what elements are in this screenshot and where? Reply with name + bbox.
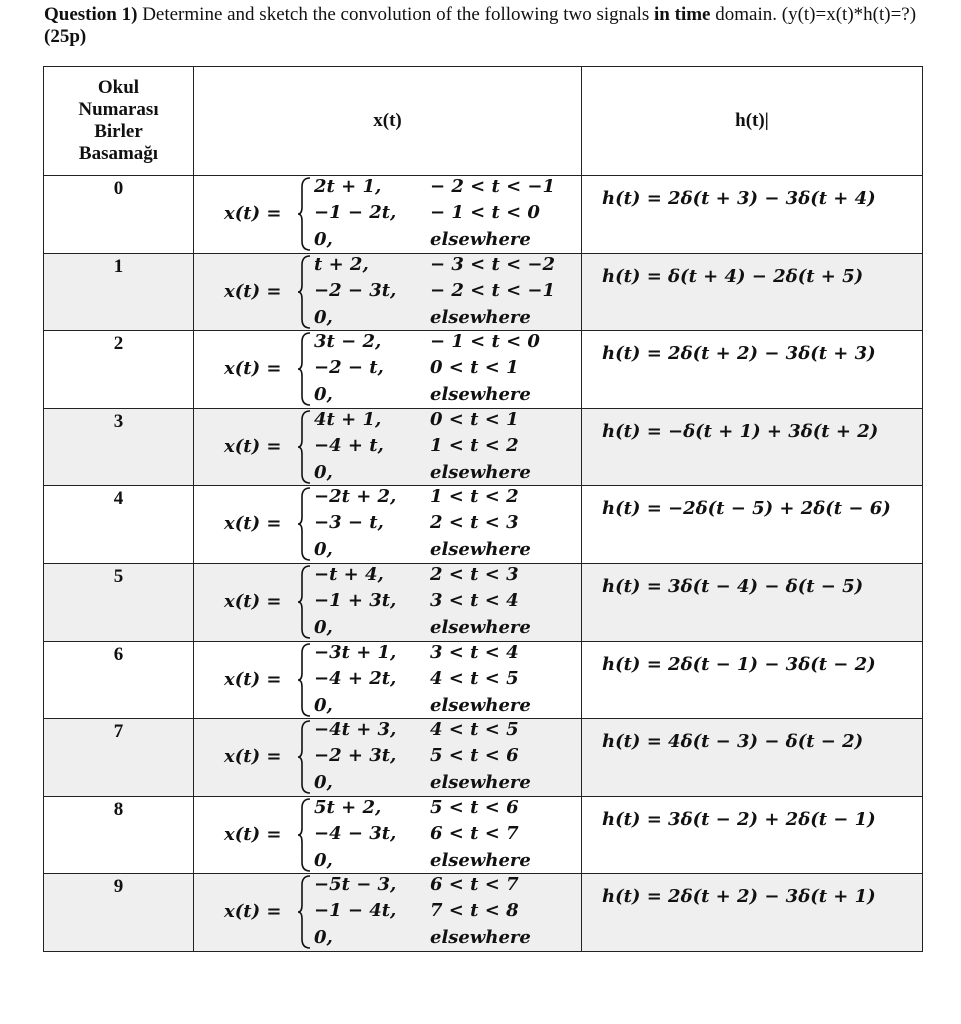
case-range: elsewhere [430, 694, 531, 716]
case-expression: −3 − t, [314, 512, 384, 534]
case-range: 1 < t < 2 [430, 486, 519, 508]
x-lhs: x(t) = [224, 823, 282, 845]
case-range: − 2 < t < −1 [430, 279, 556, 301]
case-range: 1 < t < 2 [430, 434, 519, 456]
case-expression: −1 + 3t, [314, 589, 397, 611]
left-brace [297, 487, 311, 561]
x-lhs: x(t) = [224, 590, 282, 612]
case-range: 4 < t < 5 [430, 719, 519, 741]
left-brace [297, 177, 311, 251]
left-brace [297, 332, 311, 406]
case-expression: 0, [314, 772, 333, 794]
case-range: elsewhere [430, 461, 531, 483]
case-expression: −2 + 3t, [314, 745, 397, 767]
x-lhs: x(t) = [224, 203, 282, 224]
row-digit: 4 [44, 486, 194, 564]
left-brace [297, 875, 311, 949]
h-definition: h(t) = 3δ(t − 2) + 2δ(t − 1) [582, 796, 923, 874]
header-h: h(t)| [582, 67, 923, 176]
table-row [44, 176, 923, 254]
x-definition [194, 563, 582, 641]
table-row [44, 408, 923, 486]
left-brace [297, 720, 311, 794]
row-digit: 5 [44, 563, 194, 641]
x-definition [194, 641, 582, 719]
header-digit-line: Birler [94, 121, 143, 142]
case-expression: −4 + 2t, [314, 667, 397, 689]
header-digit [44, 67, 194, 176]
case-range: 3 < t < 4 [430, 641, 519, 663]
question-label: Question 1) [44, 4, 138, 25]
case-expression: t + 2, [314, 253, 369, 275]
case-range: 5 < t < 6 [430, 745, 519, 767]
case-expression: −4 + t, [314, 434, 384, 456]
case-expression: 0, [314, 306, 333, 328]
x-definition [194, 408, 582, 486]
case-expression: 4t + 1, [314, 408, 382, 430]
case-range: elsewhere [430, 306, 531, 328]
h-definition: h(t) = 3δ(t − 4) − δ(t − 5) [582, 563, 923, 641]
h-definition: h(t) = −δ(t + 1) + 3δ(t + 2) [582, 408, 923, 486]
row-digit: 3 [44, 408, 194, 486]
case-range: 6 < t < 7 [430, 822, 519, 844]
case-expression: 0, [314, 849, 333, 871]
h-definition: h(t) = −2δ(t − 5) + 2δ(t − 6) [582, 486, 923, 564]
question-bold-phrase: in time [654, 4, 711, 25]
case-expression: −4t + 3, [314, 719, 397, 741]
case-range: elsewhere [430, 229, 531, 250]
question-body-a: Determine and sketch the convolution of the following two signals [137, 4, 655, 25]
table-header-row [44, 67, 923, 176]
signals-table [43, 66, 923, 952]
header-digit-line: Basamağı [78, 143, 159, 164]
case-range: 0 < t < 1 [430, 408, 519, 430]
case-expression: 0, [314, 461, 333, 483]
case-expression: 0, [314, 694, 333, 716]
case-expression: −1 − 4t, [314, 900, 397, 922]
row-digit: 8 [44, 796, 194, 874]
header-x: x(t) [194, 67, 582, 176]
case-range: elsewhere [430, 772, 531, 794]
case-range: elsewhere [430, 539, 531, 561]
x-lhs: x(t) = [224, 668, 282, 690]
x-definition [194, 176, 582, 254]
h-definition: h(t) = δ(t + 4) − 2δ(t + 5) [582, 253, 923, 331]
case-range: elsewhere [430, 927, 531, 949]
case-range: elsewhere [430, 616, 531, 638]
table-row [44, 641, 923, 719]
x-lhs: x(t) = [224, 746, 282, 768]
case-expression: −2 − t, [314, 357, 384, 379]
h-definition: h(t) = 2δ(t + 3) − 3δ(t + 4) [582, 176, 923, 254]
case-range: − 3 < t < −2 [430, 253, 556, 275]
table-row [44, 719, 923, 797]
x-lhs: x(t) = [224, 280, 282, 302]
table-row [44, 563, 923, 641]
case-range: elsewhere [430, 384, 531, 406]
case-range: 5 < t < 6 [430, 796, 519, 818]
question-body-b: domain. (y(t)=x(t)*h(t)=?) [710, 4, 917, 25]
case-expression: −2t + 2, [314, 486, 397, 508]
x-lhs: x(t) = [224, 358, 282, 380]
left-brace [297, 255, 311, 329]
x-definition [194, 796, 582, 874]
x-definition [194, 253, 582, 331]
case-range: elsewhere [430, 849, 531, 871]
left-brace [297, 565, 311, 639]
x-definition [194, 331, 582, 409]
case-range: − 1 < t < 0 [430, 331, 540, 353]
x-definition [194, 719, 582, 797]
case-expression: −4 − 3t, [314, 822, 397, 844]
header-digit-line: Okul [97, 77, 140, 98]
x-lhs: x(t) = [224, 513, 282, 535]
case-expression: −5t − 3, [314, 874, 397, 896]
x-definition [194, 486, 582, 564]
row-digit: 6 [44, 641, 194, 719]
row-digit: 2 [44, 331, 194, 409]
table-row [44, 331, 923, 409]
question-points: (25p) [44, 26, 87, 47]
case-range: 6 < t < 7 [430, 874, 519, 896]
left-brace [297, 410, 311, 484]
case-expression: 5t + 2, [314, 796, 382, 818]
case-expression: 0, [314, 384, 333, 406]
case-expression: 3t − 2, [314, 331, 382, 353]
table-row [44, 796, 923, 874]
row-digit: 7 [44, 719, 194, 797]
case-expression: 0, [314, 927, 333, 949]
left-brace [297, 643, 311, 717]
case-range: − 2 < t < −1 [430, 176, 556, 197]
row-digit: 9 [44, 874, 194, 952]
case-expression: −3t + 1, [314, 641, 397, 663]
row-digit: 1 [44, 253, 194, 331]
case-expression: −1 − 2t, [314, 202, 397, 223]
case-expression: 0, [314, 539, 333, 561]
case-range: 4 < t < 5 [430, 667, 519, 689]
h-definition: h(t) = 4δ(t − 3) − δ(t − 2) [582, 719, 923, 797]
question-text [44, 4, 924, 48]
case-range: 3 < t < 4 [430, 589, 519, 611]
case-range: 2 < t < 3 [430, 563, 519, 585]
x-definition [194, 874, 582, 952]
h-definition: h(t) = 2δ(t + 2) − 3δ(t + 1) [582, 874, 923, 952]
h-definition: h(t) = 2δ(t + 2) − 3δ(t + 3) [582, 331, 923, 409]
case-expression: 0, [314, 616, 333, 638]
x-lhs: x(t) = [224, 901, 282, 923]
x-lhs: x(t) = [224, 435, 282, 457]
case-range: − 1 < t < 0 [430, 202, 540, 223]
row-digit: 0 [44, 176, 194, 254]
header-digit-line: Numarası [78, 99, 159, 120]
table-row [44, 253, 923, 331]
table-row [44, 486, 923, 564]
h-definition: h(t) = 2δ(t − 1) − 3δ(t − 2) [582, 641, 923, 719]
left-brace [297, 798, 311, 872]
case-expression: −2 − 3t, [314, 279, 397, 301]
case-expression: −t + 4, [314, 563, 384, 585]
table-row [44, 874, 923, 952]
case-expression: 0, [314, 229, 333, 250]
case-range: 0 < t < 1 [430, 357, 519, 379]
case-range: 2 < t < 3 [430, 512, 519, 534]
case-expression: 2t + 1, [314, 176, 382, 197]
case-range: 7 < t < 8 [430, 900, 519, 922]
